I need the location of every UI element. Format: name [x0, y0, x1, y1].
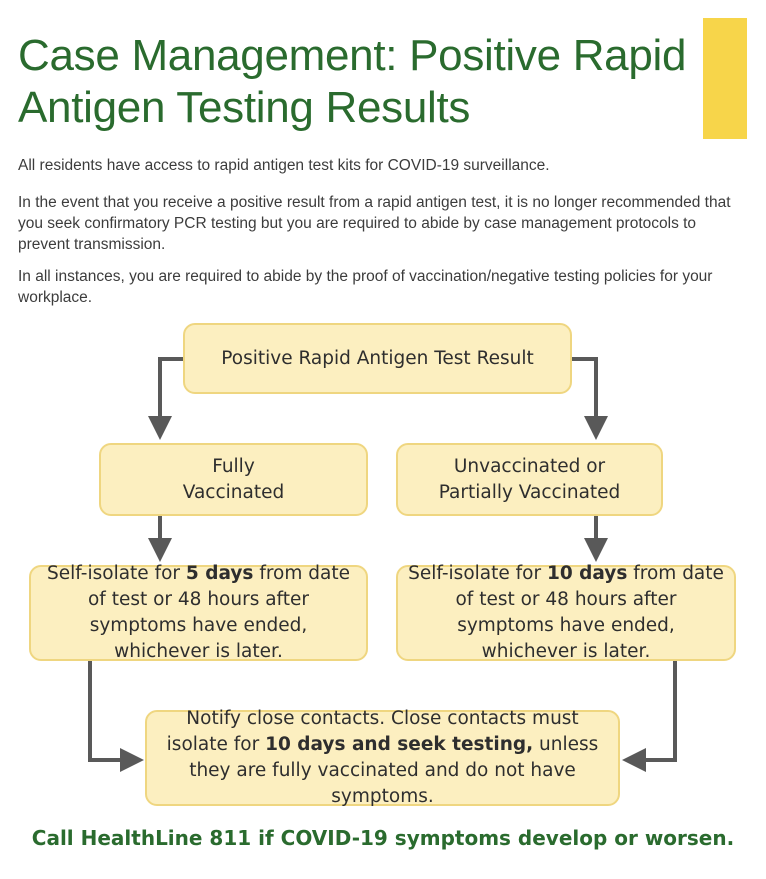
- page-title: Case Management: Positive Rapid Antigen Testing Results: [18, 31, 687, 132]
- start-node-label: Positive Rapid Antigen Test Result: [221, 347, 534, 369]
- unvaccinated-label: [439, 454, 621, 506]
- fully-line-2: Vaccinated: [182, 481, 285, 503]
- arrow-start-to-fully: [160, 359, 183, 428]
- fully-line-1: Fully: [212, 455, 255, 477]
- iso5-post: from date of test or 48 hours after symptoms have ended, whichever is later.: [87, 563, 350, 662]
- unvaccinated-node: [396, 443, 663, 516]
- fully-vaccinated-node: [99, 443, 368, 516]
- isolate-5-days-node: [29, 565, 368, 661]
- arrow-iso10-to-notify: [634, 661, 675, 760]
- notify-contacts-text: [161, 706, 604, 810]
- iso10-pre: Self-isolate for: [408, 563, 547, 584]
- isolate-5-days-text: [41, 561, 356, 665]
- isolate-10-days-text: [408, 561, 724, 665]
- arrow-start-to-unvax: [572, 359, 596, 428]
- fully-vaccinated-label: [183, 454, 284, 506]
- unvax-line-2: Partially Vaccinated: [438, 481, 621, 503]
- notify-pre: Notify close contacts. Close contacts must isolate for: [166, 708, 579, 755]
- isolate-10-days-node: [396, 565, 736, 661]
- start-node: [183, 323, 572, 394]
- intro-paragraph-2: In the event that you receive a positive result from a rapid antigen test, it is no longer recommended that you seek confirmatory PCR testing but you are required to abide by case management protocols to prevent transmission.: [18, 194, 731, 253]
- notify-contacts-node: [145, 710, 620, 806]
- iso10-bold: 10 days: [546, 563, 628, 584]
- iso5-pre: Self-isolate for: [47, 563, 186, 584]
- intro-paragraph-3: In all instances, you are required to abide by the proof of vaccination/negative testing policies for your workplace.: [18, 268, 713, 306]
- healthline-footer: Call HealthLine 811 if COVID-19 symptoms develop or worsen.: [31, 826, 735, 850]
- notify-bold: 10 days and seek testing,: [265, 734, 534, 755]
- iso5-bold: 5 days: [185, 563, 254, 584]
- iso10-post: from date of test or 48 hours after symptoms have ended, whichever is later.: [455, 563, 724, 662]
- unvax-line-1: Unvaccinated or: [453, 455, 606, 477]
- intro-paragraph-1: All residents have access to rapid antigen test kits for COVID-19 surveillance.: [18, 157, 550, 174]
- arrow-iso5-to-notify: [90, 661, 132, 760]
- notify-post: unless they are fully vaccinated and do not have symptoms.: [189, 734, 599, 807]
